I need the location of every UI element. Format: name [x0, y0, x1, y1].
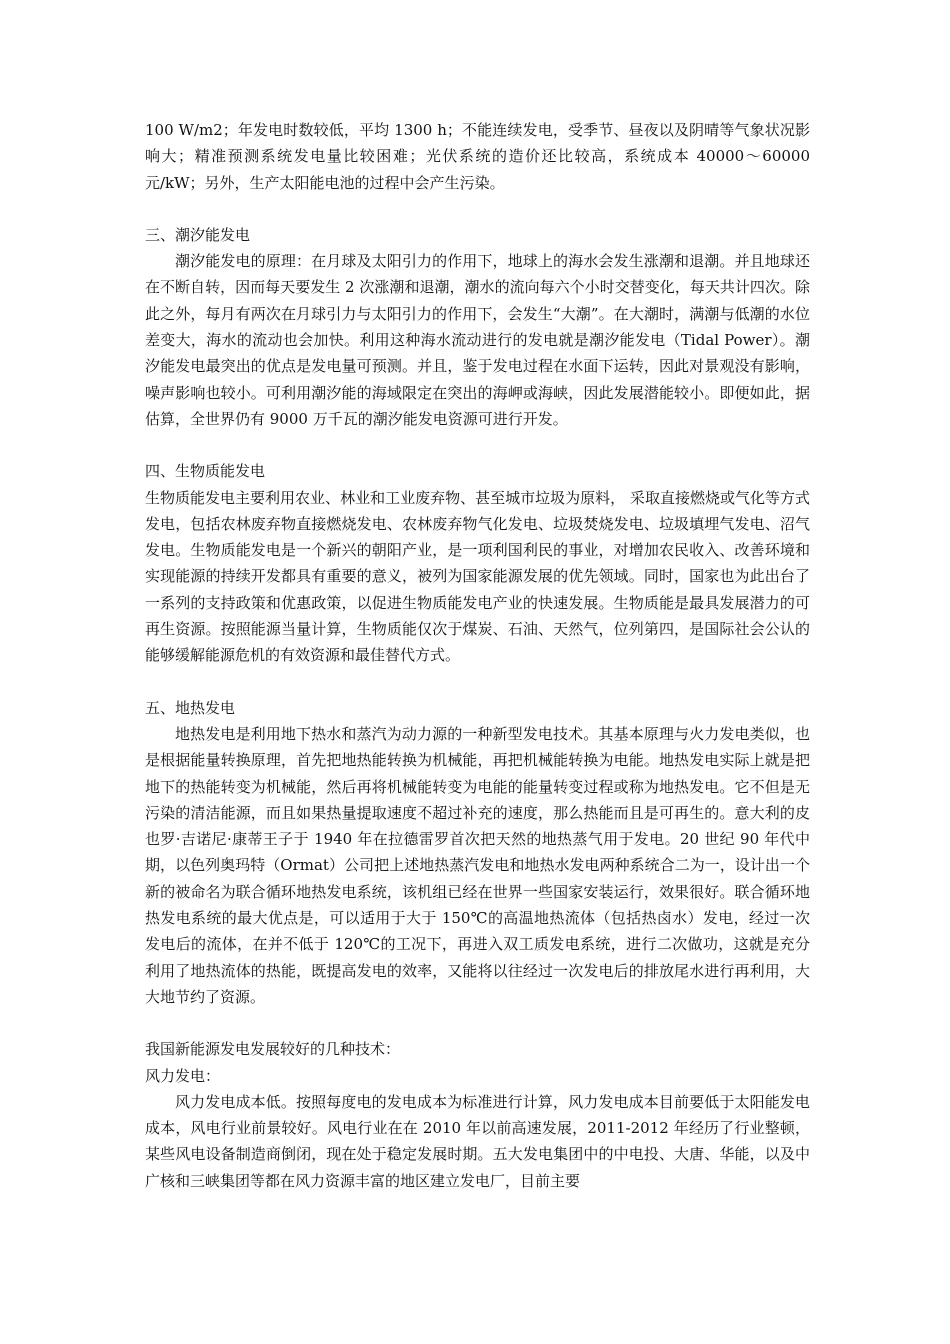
tidal-paragraph: 潮汐能发电的原理：在月球及太阳引力的作用下，地球上的海水会发生涨潮和退潮。并且地球还在不断自转，因而每天要发生 2 次涨潮和退潮，潮水的流向每六个小时交替变化，每天共计四次。除此之外，每月有两次在月球引力与太阳引力的作用下，会发生“大潮”。在大潮时，满潮与低潮的水位差变大，海水的流动也会加快。利用这种海水流动进行的发电就是潮汐能发电（Tidal Power）。潮汐能发电最突出的优点是发电量可预测。并且，鉴于发电过程在水面下运转，因此对景观没有影响，噪声影响也较小。可利用潮汐能的海域限定在突出的海岬或海峡，因此发展潜能较小。即便如此，据估算，全世界仍有 9000 万千瓦的潮汐能发电资源可进行开发。 [145, 252, 810, 428]
document-page [145, 117, 810, 1194]
solar-tail-paragraph: 100 W/m2；年发电时数较低，平均 1300 h；不能连续发电，受季节、昼夜以及阴晴等气象状况影响大；精准预测系统发电量比较困难；光伏系统的造价还比较高，系统成本 40000～60000 元/kW；另外，生产太阳能电池的过程中会产生污染。 [145, 121, 810, 192]
tidal-heading: 三、潮汐能发电 [145, 225, 251, 244]
geothermal-paragraph: 地热发电是利用地下热水和蒸汽为动力源的一种新型发电技术。其基本原理与火力发电类似，也是根据能量转换原理，首先把地热能转换为机械能，再把机械能转换为电能。地热发电实际上就是把地下的热能转变为机械能，然后再将机械能转变为电能的能量转变过程或称为地热发电。它不但是无污染的清洁能源，而且如果热量提取速度不超过补充的速度，那么热能而且是可再生的。意大利的皮也罗·吉诺尼·康蒂王子于 1940 年在拉德雷罗首次把天然的地热蒸气用于发电。20 世纪 90 年代中期，以色列奥玛特（Ormat）公司把上述地热蒸汽发电和地热水发电两种系统合二为一，设计出一个新的被命名为联合循环地热发电系统，该机组已经在世界一些国家安装运行，效果很好。联合循环地热发电系统的最大优点是，可以适用于大于 150℃的高温地热流体（包括热卤水）发电，经过一次发电后的流体，在并不低于 120℃的工况下，再进入双工质发电系统，进行二次做功，这就是充分利用了地热流体的热能，既提高发电的效率，又能将以往经过一次发电后的排放尾水进行再利用，大大地节约了资源。 [145, 724, 810, 1006]
wind-heading: 风力发电： [145, 1066, 221, 1085]
wind-paragraph: 风力发电成本低。按照每度电的发电成本为标准进行计算，风力发电成本目前要低于太阳能发电成本，风电行业前景较好。风电行业在在 2010 年以前高速发展，2011-2012 年经历了行业整顿，某些风电设备制造商倒闭，现在处于稳定发展时期。五大发电集团中的中电投、大唐、华能，以及中广核和三峡集团等都在风力资源丰富的地区建立发电厂，目前主要 [145, 1092, 810, 1190]
biomass-heading: 四、生物质能发电 [145, 462, 266, 481]
china-tech-intro: 我国新能源发电发展较好的几种技术： [145, 1040, 401, 1059]
biomass-paragraph: 生物质能发电主要利用农业、林业和工业废弃物、甚至城市垃圾为原料， 采取直接燃烧或气化等方式发电，包括农林废弃物直接燃烧发电、农林废弃物气化发电、垃圾焚烧发电、垃圾填埋气发电、沼气发电。生物质能发电是一个新兴的朝阳产业，是一项利国利民的事业，对增加农民收入、改善环境和实现能源的持续开发都具有重要的意义，被列为国家能源发展的优先领域。同时，国家也为此出台了一系列的支持政策和优惠政策，以促进生物质能发电产业的快速发展。生物质能是最具发展潜力的可再生资源。按照能源当量计算，生物质能仅次于煤炭、石油、天然气，位列第四，是国际社会公认的能够缓解能源危机的有效资源和最佳替代方式。 [145, 488, 810, 665]
geothermal-heading: 五、地热发电 [145, 698, 236, 717]
